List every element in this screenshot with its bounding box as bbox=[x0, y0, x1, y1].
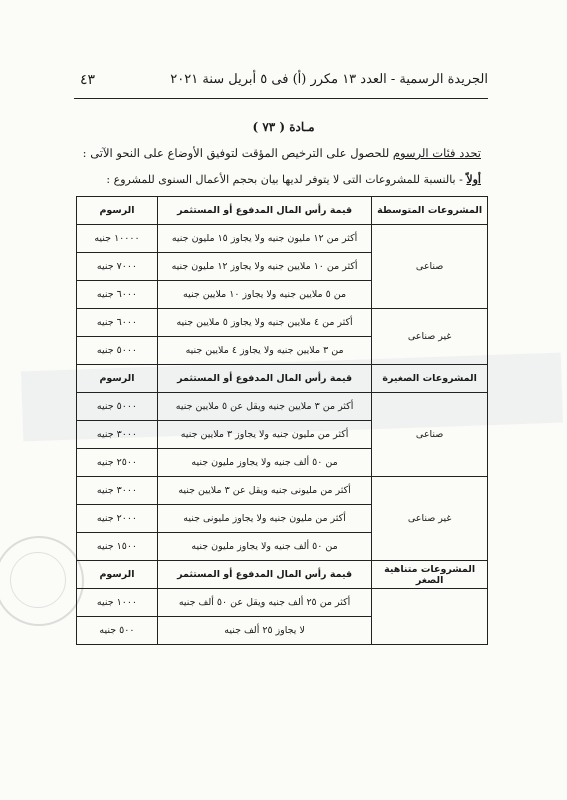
capital-cell: أكثر من مليونى جنيه ويقل عن ٣ ملايين جنيه bbox=[157, 477, 371, 505]
fee-header: الرسوم bbox=[77, 561, 158, 589]
fee-header: الرسوم bbox=[77, 365, 158, 393]
gazette-title: الجريدة الرسمية - العدد ١٣ مكرر (أ) فى ٥ أبريل سنة ٢٠٢١ bbox=[170, 72, 488, 87]
capital-header: قيمة رأس المال المدفوع أو المستثمر bbox=[157, 561, 371, 589]
section-title-medium: المشروعات المتوسطة bbox=[372, 197, 488, 225]
capital-cell: من ٥٠ ألف جنيه ولا يجاوز مليون جنيه bbox=[157, 449, 371, 477]
capital-cell: أكثر من ٣ ملايين جنيه ويقل عن ٥ ملايين جنيه bbox=[157, 393, 371, 421]
fee-cell: ١٠٠٠٠ جنيه bbox=[77, 225, 158, 253]
subtitle-first: أولاً bbox=[466, 173, 481, 186]
fee-cell: ١٥٠٠ جنيه bbox=[77, 533, 158, 561]
table-row bbox=[77, 225, 488, 253]
table-header-row bbox=[77, 197, 488, 225]
group-label: غير صناعى bbox=[372, 309, 488, 365]
group-label: غير صناعى bbox=[372, 477, 488, 561]
fee-cell: ٢٥٠٠ جنيه bbox=[77, 449, 158, 477]
capital-cell: أكثر من ٢٥ ألف جنيه ويقل عن ٥٠ ألف جنيه bbox=[157, 589, 371, 617]
table-row bbox=[77, 477, 488, 505]
fee-cell: ٣٠٠٠ جنيه bbox=[77, 421, 158, 449]
capital-cell: من ٣ ملايين جنيه ولا يجاوز ٤ ملايين جنيه bbox=[157, 337, 371, 365]
capital-cell: من ٥٠ ألف جنيه ولا يجاوز مليون جنيه bbox=[157, 533, 371, 561]
capital-header: قيمة رأس المال المدفوع أو المستثمر bbox=[157, 365, 371, 393]
fee-cell: ٣٠٠٠ جنيه bbox=[77, 477, 158, 505]
section-title-micro: المشروعات متناهية الصغر bbox=[372, 561, 488, 589]
capital-cell: لا يجاوز ٢٥ ألف جنيه bbox=[157, 617, 371, 645]
fee-cell: ١٠٠٠ جنيه bbox=[77, 589, 158, 617]
table-header-row bbox=[77, 561, 488, 589]
fee-cell: ٢٠٠٠ جنيه bbox=[77, 505, 158, 533]
fee-cell: ٦٠٠٠ جنيه bbox=[77, 309, 158, 337]
fee-cell: ٥٠٠٠ جنيه bbox=[77, 337, 158, 365]
table-row bbox=[77, 309, 488, 337]
capital-cell: أكثر من مليون جنيه ولا يجاوز مليونى جنيه bbox=[157, 505, 371, 533]
fees-table bbox=[76, 196, 488, 645]
section-subtitle bbox=[106, 173, 481, 186]
intro-underlined: تحدد فئات الرسوم bbox=[392, 146, 481, 160]
article-heading: مـادة ( ٧٣ ) bbox=[252, 120, 315, 134]
fee-header: الرسوم bbox=[77, 197, 158, 225]
fee-cell: ٦٠٠٠ جنيه bbox=[77, 281, 158, 309]
fee-cell: ٧٠٠٠ جنيه bbox=[77, 253, 158, 281]
capital-header: قيمة رأس المال المدفوع أو المستثمر bbox=[157, 197, 371, 225]
capital-cell: أكثر من ١٠ ملايين جنيه ولا يجاوز ١٢ مليون جنيه bbox=[157, 253, 371, 281]
capital-cell: أكثر من مليون جنيه ولا يجاوز ٣ ملايين جنيه bbox=[157, 421, 371, 449]
group-label: صناعى bbox=[372, 393, 488, 477]
capital-cell: أكثر من ١٢ مليون جنيه ولا يجاوز ١٥ مليون جنيه bbox=[157, 225, 371, 253]
fee-cell: ٥٠٠٠ جنيه bbox=[77, 393, 158, 421]
table-row bbox=[77, 589, 488, 617]
intro-rest: للحصول على الترخيص المؤقت لتوفيق الأوضاع على النحو الآتى : bbox=[82, 146, 393, 160]
page-number: ٤٣ bbox=[80, 72, 96, 88]
table-header-row bbox=[77, 365, 488, 393]
group-label: صناعى bbox=[372, 225, 488, 309]
intro-paragraph bbox=[83, 146, 481, 160]
group-label bbox=[372, 589, 488, 645]
capital-cell: من ٥ ملايين جنيه ولا يجاوز ١٠ ملايين جنيه bbox=[157, 281, 371, 309]
page-header bbox=[74, 70, 488, 94]
watermark-seal bbox=[0, 536, 84, 626]
table-row bbox=[77, 393, 488, 421]
subtitle-rest: - بالنسبة للمشروعات التى لا يتوفر لديها بيان بحجم الأعمال السنوى للمشروع : bbox=[106, 173, 467, 186]
header-rule bbox=[74, 98, 488, 99]
fee-cell: ٥٠٠ جنيه bbox=[77, 617, 158, 645]
section-title-small: المشروعات الصغيرة bbox=[372, 365, 488, 393]
capital-cell: أكثر من ٤ ملايين جنيه ولا يجاوز ٥ ملايين جنيه bbox=[157, 309, 371, 337]
